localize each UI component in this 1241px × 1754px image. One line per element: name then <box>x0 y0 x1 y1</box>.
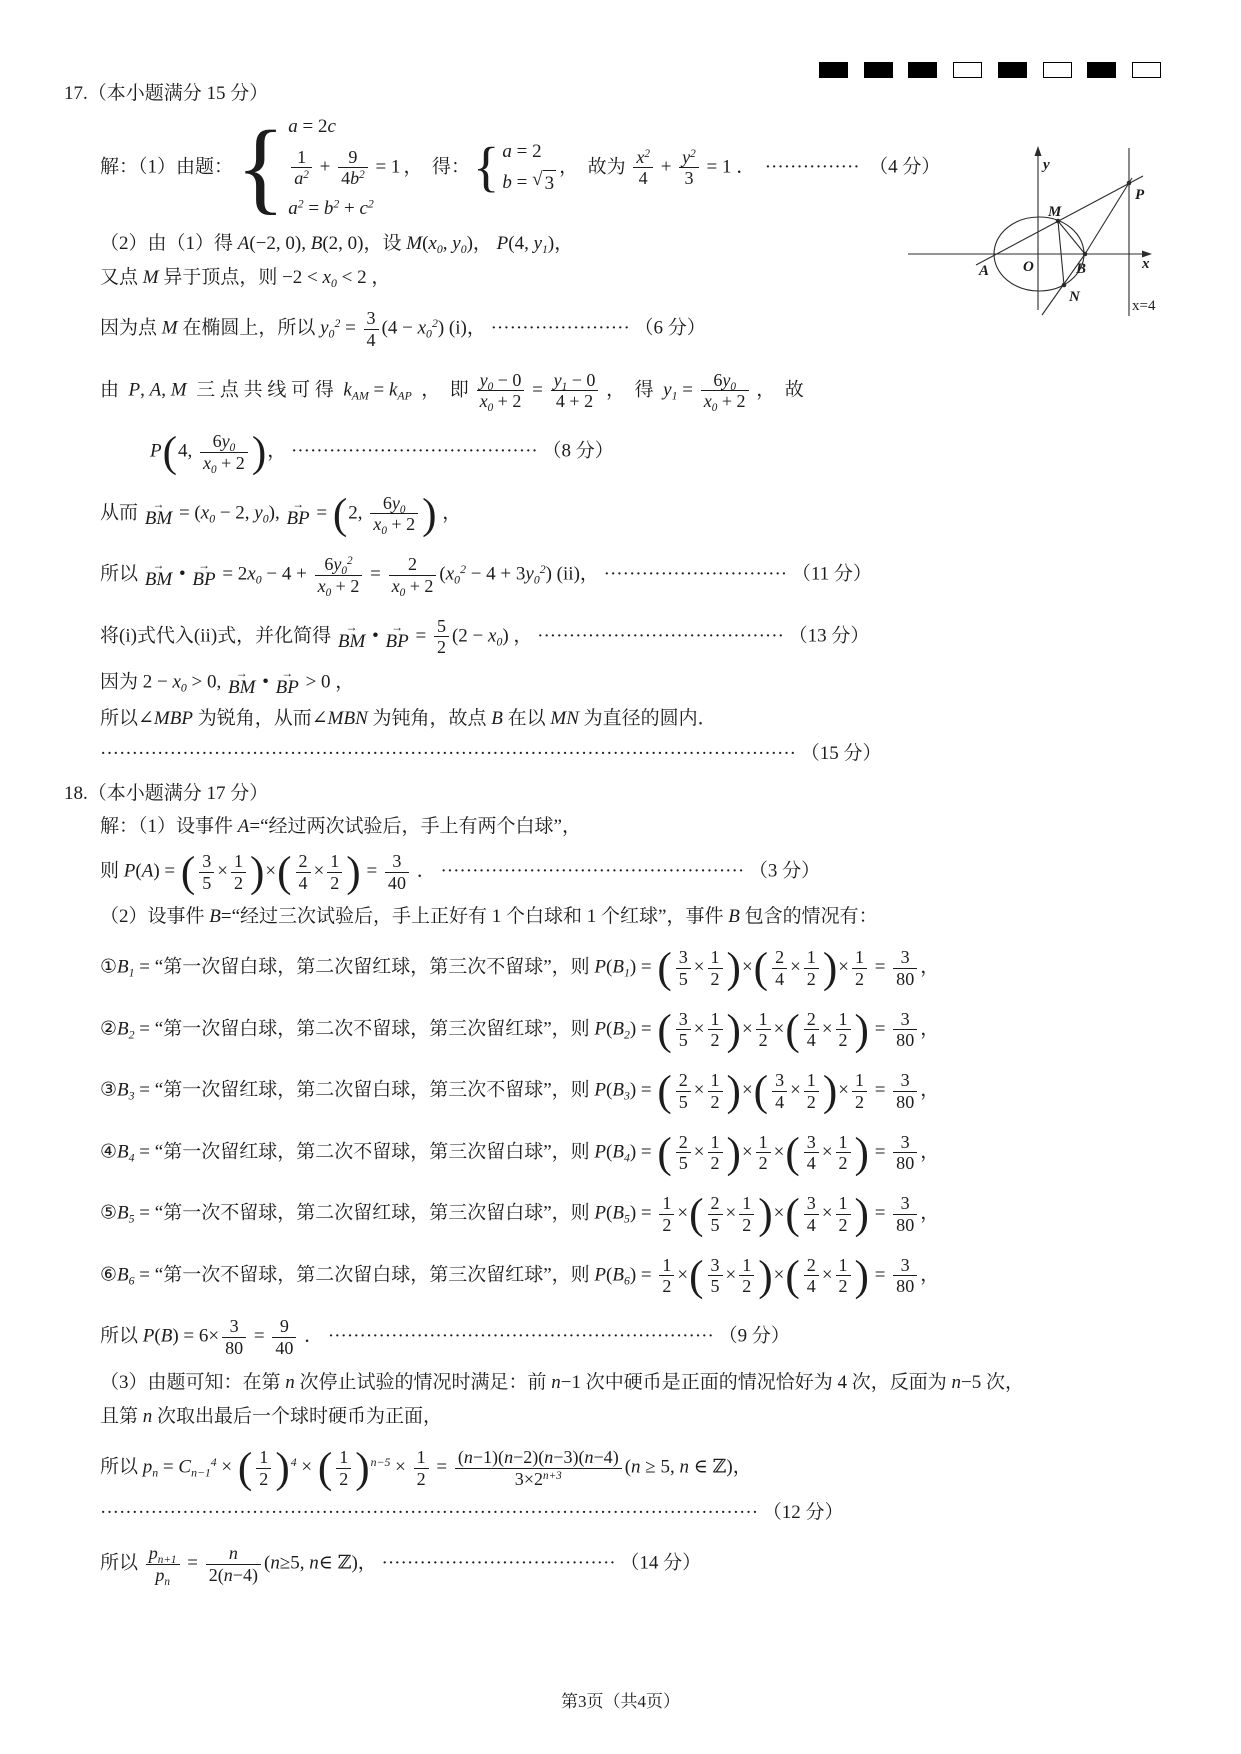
q17-step-vectors: 从而 → BM = ($x_0 - 2$, $y_0$), → BP = ( 2, $\frac{6y_0}{x_0 + 2}$ ) ， <box>100 489 462 538</box>
q17-title: 17.（本小题满分 15 分） <box>64 83 269 104</box>
q18-part3-condition-2: 且第 n 次取出最后一个球时硬币为正面， <box>100 1406 443 1428</box>
q18-ratio-formula: 所以 $\frac{p_{n+1}}{p_n}$ = $\frac{n}{2(n-4)}$ (n≥5, n∈ ℤ)， ····································· （14 分） <box>100 1543 702 1588</box>
q18-case-b3: $③B_3$ = “第一次留红球，第二次留白球，第三次不留球”，则 $P(B_3)$ = ( $\frac{2}{5}$ × $\frac{1}{2}$ ) × ( $\frac{3}{4}$ × $\frac{1}{2}$ ) × $\frac{1}{2}$ = $\frac{3}{80}$ ， <box>100 1067 940 1116</box>
label-point-b: B <box>1076 261 1087 277</box>
label-point-a: A <box>979 263 990 279</box>
q18-event-b: （2）设事件 B=“经过三次试验后，手上正好有 1 个白球和 1 个红球”，事件 B 包含的情况有： <box>100 906 878 928</box>
q17-step-dot-product: 所以 → BM • → BP = $2x_0 - 4$ + $\frac{6y_0^2}{x_0 + 2}$ = $\frac{2}{x_0 + 2}$ $(x_0^2 - 4 + 3y_0^2)$ (ii)， ····························· （11 分） <box>100 554 872 599</box>
label-x-equals-4: x=4 <box>1132 298 1156 314</box>
q18-event-a: 解：（1）设事件 A=“经过两次试验后，手上有两个白球”， <box>100 816 581 838</box>
q18-score-12: ········································································································ （12 分） <box>100 1502 844 1524</box>
page-number: 第3页（共4页） <box>561 1692 680 1711</box>
q17-step-positivity: 因为 $2 - x_0 > 0$, → BM • → BP > 0 ， <box>100 666 355 699</box>
label-point-n: N <box>1069 289 1080 305</box>
q18-part3-condition: （3）由题可知：在第 n 次停止试验的情况时满足：前 n−1 次中硬币是正面的情况恰好为 4 次，反面为 n−5 次， <box>100 1371 1024 1393</box>
q17-step-conclusion: 所以∠MBP 为锐角，从而∠MBN 为钝角，故点 B 在以 MN 为直径的圆内． <box>100 708 717 730</box>
q18-case-b1: $①B_1$ = “第一次留白球，第二次留红球，第三次不留球”，则 $P(B_1)$ = ( $\frac{3}{5}$ × $\frac{1}{2}$ ) × ( $\frac{2}{4}$ × $\frac{1}{2}$ ) × $\frac{1}{2}$ = $\frac{3}{80}$ ， <box>100 944 940 993</box>
q17-step-system: 解：（1）由题： { a = 2c $\frac{1}{a^2}$ + $\frac{9}{4b^2}$ = 1 $a^2 = b^2 + c^2$ ， 得： { a = 2 b = √ 3 ， 故为 $\frac{x^2}{4}$ + $\frac{y^2}{3}$ = 1 ． ··············· （4 分） <box>100 111 941 225</box>
q17-step-substitution: 将(i)式代入(ii)式，并化简得 → BM • → BP = $\frac{5}{2}$ $(2 - x_0)$ ， ······································· （13 分） <box>100 615 870 658</box>
q18-prob-b: 所以 P(B) = 6× $\frac{3}{80}$ = $\frac{9}{40}$ ． ····························································· （9 分） <box>100 1316 790 1358</box>
label-point-m: M <box>1048 204 1062 220</box>
q18-case-b5: $⑤B_5$ = “第一次不留球，第二次留红球，第三次留白球”，则 $P(B_5)$ = $\frac{1}{2}$ × ( $\frac{2}{5}$ × $\frac{1}{2}$ ) × ( $\frac{3}{4}$ × $\frac{1}{2}$ ) = $\frac{3}{80}$ ， <box>100 1190 940 1239</box>
label-y-axis: y <box>1043 157 1050 173</box>
q18-pn-formula: 所以 $p_n = C_{n-1}^4$ × ( $\frac{1}{2}$ ) $^4$ × ( $\frac{1}{2}$ ) $^{n-5}$ × $\frac{1}{2}$ = $\frac{(n-1)(n-2)(n-3)(n-4)}{3\times 2^{n+3}}$ (n ≥ 5, n ∈ ℤ)， <box>100 1443 752 1492</box>
q17-step-vertex-condition: 又点 M 异于顶点，则 $-2 < x_0 < 2$ ， <box>100 267 391 291</box>
label-point-p: P <box>1135 187 1145 203</box>
answer-content <box>0 66 1241 1597</box>
q18-case-b2: $②B_2$ = “第一次留白球，第二次不留球，第三次留红球”，则 $P(B_2)$ = ( $\frac{3}{5}$ × $\frac{1}{2}$ ) × $\frac{1}{2}$ × ( $\frac{2}{4}$ × $\frac{1}{2}$ ) = $\frac{3}{80}$ ， <box>100 1005 940 1054</box>
q18-case-b6: $⑥B_6$ = “第一次不留球，第二次留白球，第三次留红球”，则 $P(B_6)$ = $\frac{1}{2}$ × ( $\frac{3}{5}$ × $\frac{1}{2}$ ) × ( $\frac{2}{4}$ × $\frac{1}{2}$ ) = $\frac{3}{80}$ ， <box>100 1251 940 1300</box>
q17-step-on-ellipse: 因为点 M 在椭圆上，所以 $y_0^2$ = $\frac{3}{4}$ $(4 - x_0^2)$ (i)， ······················ （6 分） <box>100 308 706 350</box>
label-x-axis: x <box>1142 256 1150 272</box>
q18-title: 18.（本小题满分 17 分） <box>64 783 269 805</box>
q17-step-coordinates: （2）由（1）得 A(−2, 0), B(2, 0)，设 $M(x_0$, $y_0$)， P(4, $y_1$)， <box>100 232 574 256</box>
q17-step-point-p: P ( 4, $\frac{6y_0}{x_0 + 2}$ ) ， ······································· （8 分） <box>150 428 614 477</box>
q17-score-15: ·············································································································· （15 分） <box>100 742 882 764</box>
q18-case-b4: $④B_4$ = “第一次留红球，第二次不留球，第三次留白球”，则 $P(B_4)$ = ( $\frac{2}{5}$ × $\frac{1}{2}$ ) × $\frac{1}{2}$ × ( $\frac{3}{4}$ × $\frac{1}{2}$ ) = $\frac{3}{80}$ ， <box>100 1128 940 1177</box>
q18-prob-a: 则 P(A) = ( $\frac{3}{5}$ × $\frac{1}{2}$ ) × ( $\frac{2}{4}$ × $\frac{1}{2}$ ) = $\frac{3}{40}$ ． ················································ （3 分） <box>100 847 821 896</box>
q17-step-collinear: 由 P, A, M 三 点 共 线 可 得 $k_{AM} = k_{AP}$ ， 即 $\frac{y_0 - 0}{x_0 + 2}$ = $\frac{y_1 - 0}{4 + 2}$ ， 得 $y_1$ = $\frac{6y_0}{x_0 + 2}$ ， 故 <box>100 369 804 415</box>
label-origin-o: O <box>1023 259 1034 275</box>
